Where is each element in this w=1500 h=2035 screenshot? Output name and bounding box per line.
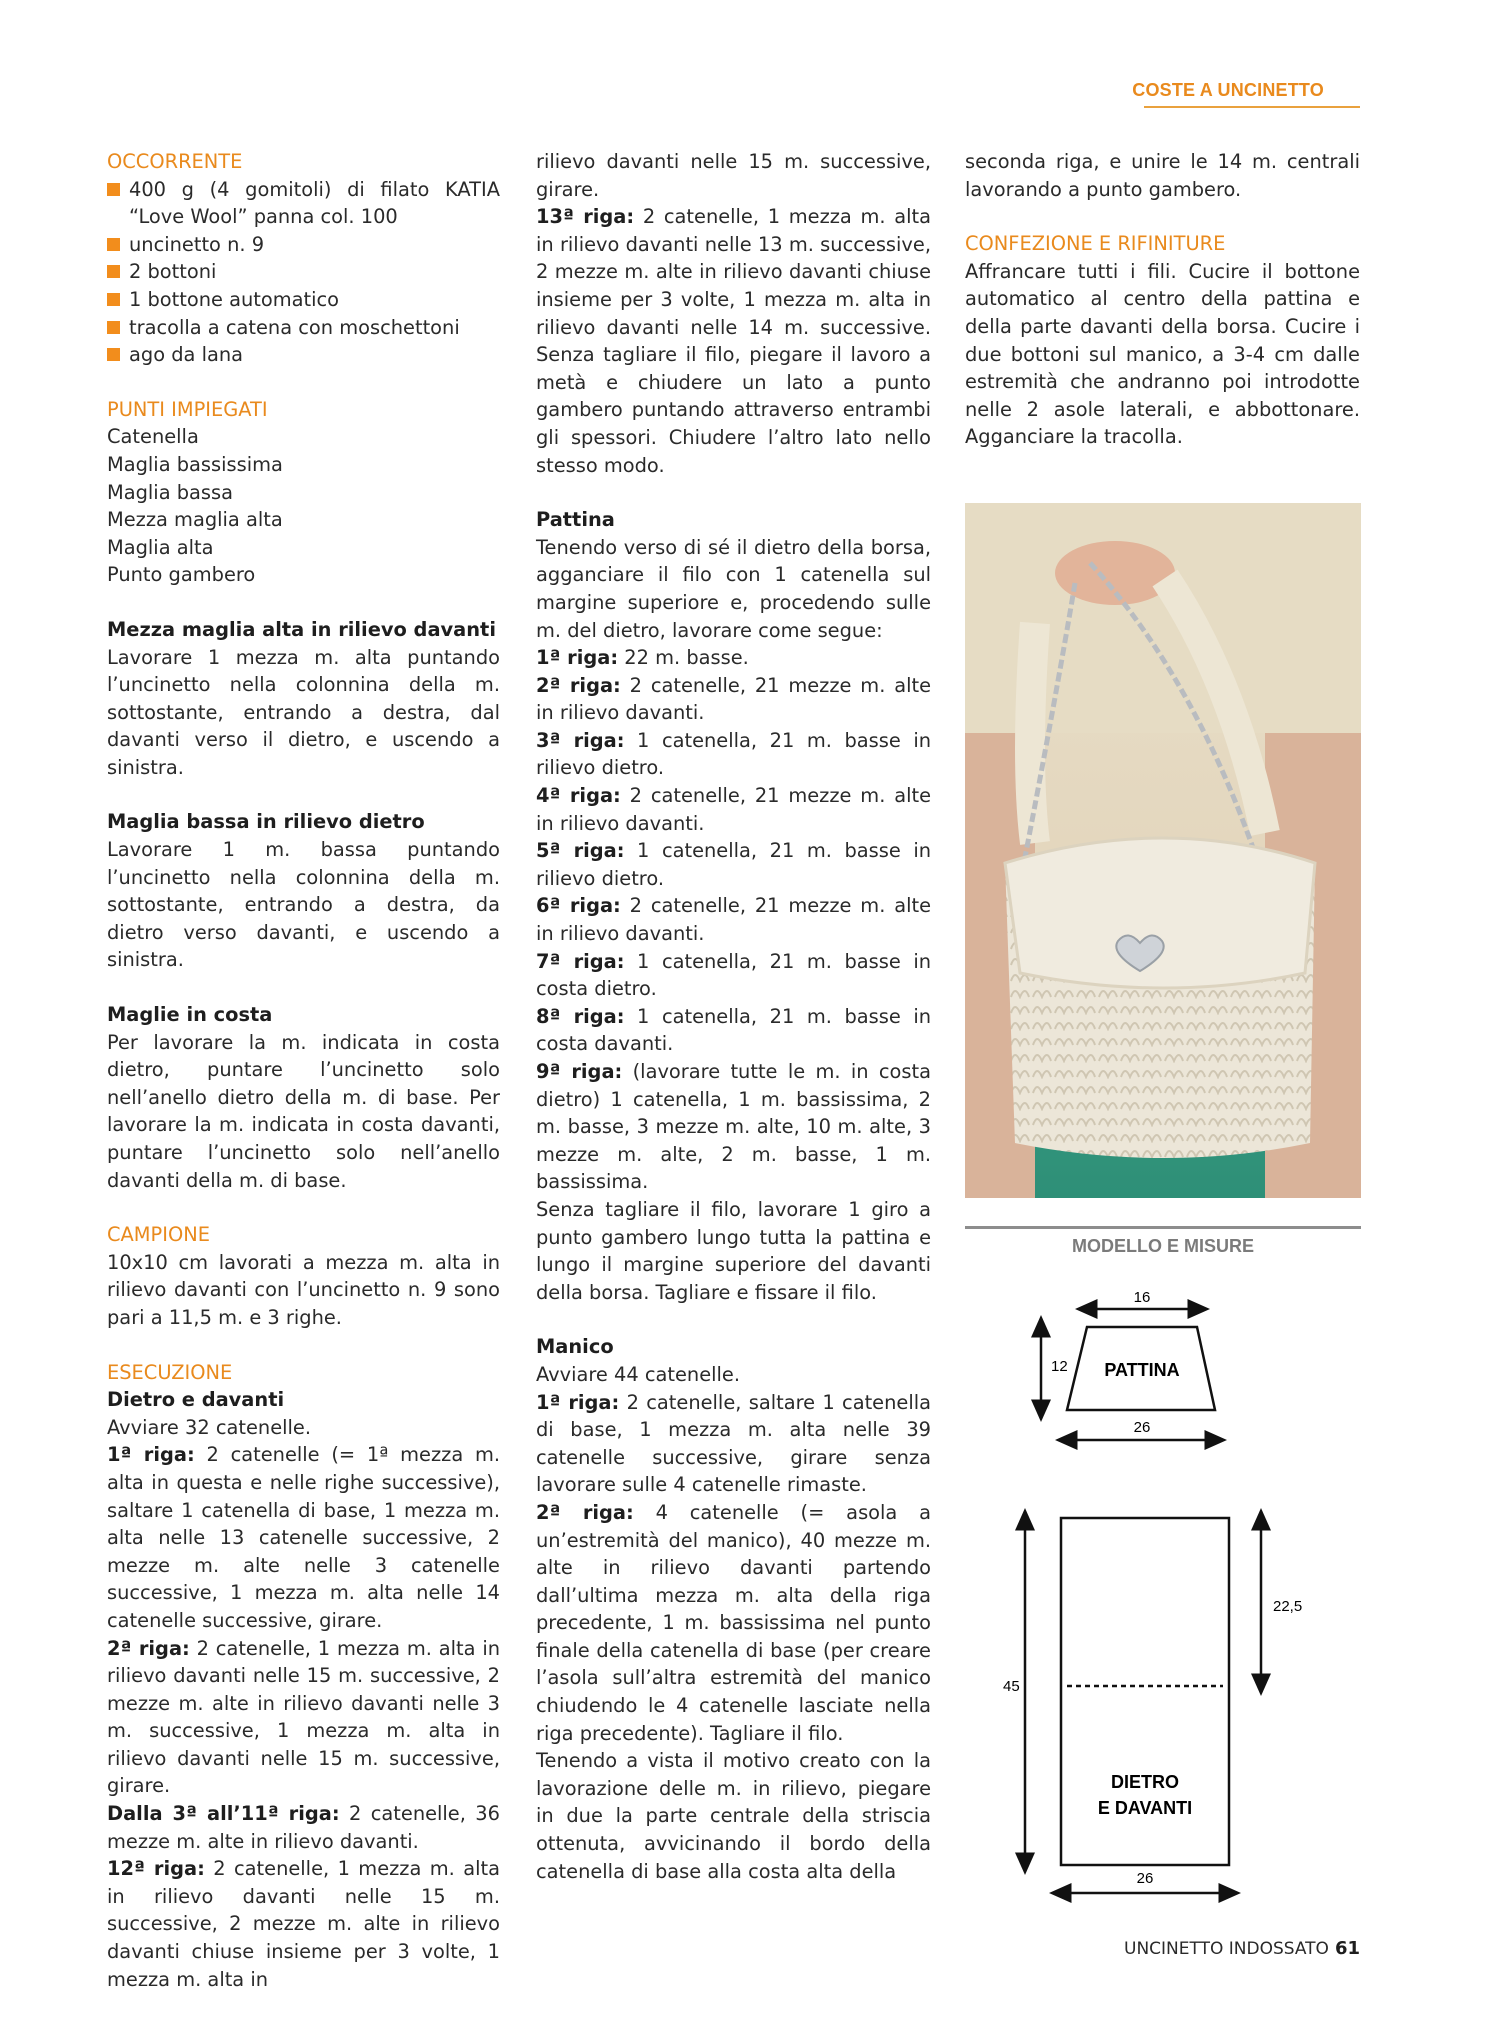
bag-illustration [965, 503, 1361, 1198]
pattina-label: PATTINA [1104, 1360, 1180, 1380]
paragraph: Avviare 32 catenelle. [107, 1415, 311, 1439]
list-item: tracolla a catena con moschettoni [107, 314, 500, 342]
paragraph: Lavorare 1 m. bassa puntando l’uncinetto nella colonnina della m. sottostante, entrando a destra, da dietro verso davanti, e uscendo a sinistra. [107, 838, 500, 972]
subheading: Mezza maglia alta in rilievo davanti [107, 617, 496, 641]
pattina-top-label: 16 [1133, 1289, 1151, 1306]
diagram-rule [965, 1226, 1361, 1229]
body-label-1: DIETRO [1110, 1772, 1180, 1792]
esecuzione-heading: ESECUZIONE [107, 1360, 233, 1384]
instruction-row: 5ª riga: 1 catenella, 21 m. basse in rilievo dietro. [536, 839, 931, 890]
list-item: 400 g (4 gomitoli) di filato KATIA “Love Wool” panna col. 100 [107, 176, 500, 231]
pattina-height-label: 12 [1051, 1358, 1068, 1375]
bullet-icon [107, 293, 120, 306]
instruction-row: 7ª riga: 1 catenella, 21 m. basse in costa dietro. [536, 949, 931, 1001]
paragraph: 10x10 cm lavorati a mezza m. alta in rilievo davanti con l’uncinetto n. 9 sono pari a 11,5 m. e 3 righe. [107, 1250, 500, 1329]
list-item: 2 bottoni [107, 258, 500, 286]
paragraph: Per lavorare la m. indicata in costa dietro, puntare l’uncinetto solo nell’anello dietro della m. di base. Per lavorare la m. indicata in costa davanti, puntare l’uncinetto solo nell’anello davanti della m. di base. [107, 1030, 500, 1192]
page-number: 61 [1334, 1938, 1360, 1959]
paragraph: seconda riga, e unire le 14 m. centrali lavorando a punto gambero. [965, 150, 1360, 201]
paragraph: Affrancare tutti i fili. Cucire il bottone automatico al centro della pattina e della parte davanti della borsa. Cucire i due bottoni sul manico, a 3-4 cm dalle estremità che andranno poi introdotte nelle 2 asole laterali, e abbottonare. Agganciare la tracolla. [965, 259, 1360, 449]
bullet-icon [107, 183, 120, 196]
bullet-icon [107, 238, 120, 251]
instruction-row: 1ª riga: 22 m. basse. [536, 646, 749, 670]
instruction-row: 1ª riga: 2 catenelle (= 1ª mezza m. alta in questa e nelle righe successive), saltare 1 catenella di base, 1 mezza m. alta nelle 13 catenelle successive, 2 mezze m. alte nelle 3 catenelle successive, 1 mezza m. alta nelle 14 catenelle successive, girare. [107, 1443, 501, 1632]
instruction-row: 8ª riga: 1 catenella, 21 m. basse in costa davanti. [536, 1004, 931, 1056]
list-item: uncinetto n. 9 [107, 231, 500, 259]
stitch-item: Maglia alta [107, 535, 214, 559]
stitch-item: Maglia bassissima [107, 452, 283, 476]
instruction-row: 2ª riga: 2 catenelle, 21 mezze m. alte in rilievo davanti. [536, 673, 931, 725]
column-3 [965, 148, 1360, 451]
header-rule [1144, 106, 1360, 108]
paragraph: Tenendo a vista il motivo creato con la lavorazione delle m. in rilievo, piegare in due la parte centrale della striscia ottenuta, avvicinando il bordo della catenella di base alla costa alta della [536, 1749, 931, 1883]
stitch-item: Maglia bassa [107, 480, 234, 504]
paragraph: Tenendo verso di sé il dietro della borsa, agganciare il filo con 1 catenella sul margine superiore e, procedendo sulle m. del dietro, lavorare come segue: [536, 535, 931, 642]
instruction-row: Dalla 3ª all’11ª riga: 2 catenelle, 36 mezze m. alte in rilievo davanti. [107, 1802, 500, 1853]
campione-heading: CAMPIONE [107, 1223, 210, 1247]
instruction-row: 2ª riga: 4 catenelle (= asola a un’estremità del manico), 40 mezze m. alte in rilievo davanti partendo dall’ultima mezza m. alta della riga precedente, 1 m. bassissima nel punto finale della catenella di base (per creare l’asola sull’altra estremità del manico chiudendo le 4 catenelle lasciate nella riga precedente). Tagliare il filo. [536, 1500, 932, 1745]
instruction-row: 13ª riga: 2 catenelle, 1 mezza m. alta in rilievo davanti nelle 13 m. successive, 2 mezze m. alte in rilievo davanti chiuse insieme per 3 volte, 1 mezza m. alta in rilievo davanti nelle 14 m. successive. Senza tagliare il filo, piegare il lavoro a metà e chiudere un lato a punto gambero puntando attraverso entrambi gli spessori. Chiudere l’altro lato nello stesso modo. [536, 205, 931, 477]
bullet-icon [107, 265, 120, 278]
stitch-item: Punto gambero [107, 563, 256, 587]
bullet-icon [107, 321, 120, 334]
body-label-2: E DAVANTI [1097, 1798, 1193, 1818]
section-title: COSTE A UNCINETTO [1132, 80, 1324, 100]
magazine-name: UNCINETTO INDOSSATO [1124, 1939, 1329, 1959]
materials-list [107, 176, 500, 369]
body-half-label: 22,5 [1273, 1598, 1303, 1615]
subheading: Dietro e davanti [107, 1388, 285, 1412]
body-height-label: 45 [1003, 1678, 1020, 1695]
instruction-row: 12ª riga: 2 catenelle, 1 mezza m. alta in rilievo davanti nelle 15 m. successive, 2 mezze m. alte in rilievo davanti chiuse insieme per 3 volte, 1 mezza m. alta in [107, 1857, 500, 1991]
paragraph: Lavorare 1 mezza m. alta puntando l’uncinetto nella colonnina della m. sottostante, entrando a destra, dal davanti verso il dietro, e uscendo a sinistra. [107, 645, 500, 779]
body-width-label: 26 [1136, 1870, 1154, 1887]
measurement-diagram [1005, 1275, 1335, 1915]
bullet-icon [107, 348, 120, 361]
subheading: Maglia bassa in rilievo dietro [107, 810, 425, 834]
confezione-heading: CONFEZIONE E RIFINITURE [965, 232, 1226, 256]
column-2 [536, 148, 931, 1885]
punti-heading: PUNTI IMPIEGATI [107, 397, 268, 421]
subheading: Maglie in costa [107, 1003, 273, 1027]
paragraph: Avviare 44 catenelle. [536, 1362, 740, 1386]
list-item: 1 bottone automatico [107, 286, 500, 314]
pattina-bottom-label: 26 [1133, 1419, 1151, 1436]
instruction-row: 6ª riga: 2 catenelle, 21 mezze m. alte in rilievo davanti. [536, 894, 931, 946]
instruction-row: 2ª riga: 2 catenelle, 1 mezza m. alta in rilievo davanti nelle 15 m. successive, 2 mezze m. alte in rilievo davanti nelle 3 m. successive, 1 mezza m. alta in rilievo davanti nelle 15 m. successive, girare. [107, 1636, 500, 1798]
instruction-row: 3ª riga: 1 catenella, 21 m. basse in rilievo dietro. [536, 728, 931, 780]
instruction-row: 1ª riga: 2 catenelle, saltare 1 catenella di base, 1 mezza m. alta nelle 39 catenelle successive, girare senza lavorare sulle 4 catenelle rimaste. [536, 1390, 931, 1497]
paragraph: Senza tagliare il filo, lavorare 1 giro a punto gambero lungo tutta la pattina e lungo il margine superiore del davanti della borsa. Tagliare e fissare il filo. [536, 1197, 931, 1304]
subheading: Pattina [536, 508, 615, 532]
paragraph: rilievo davanti nelle 15 m. successive, girare. [536, 150, 931, 201]
instruction-row: 4ª riga: 2 catenelle, 21 mezze m. alte in rilievo davanti. [536, 784, 931, 835]
column-1 [107, 148, 500, 1993]
stitch-item: Mezza maglia alta [107, 508, 283, 532]
list-item: ago da lana [107, 341, 500, 369]
occorrente-heading: OCCORRENTE [107, 150, 243, 173]
stitch-item: Catenella [107, 425, 199, 449]
instruction-row: 9ª riga: (lavorare tutte le m. in costa dietro) 1 catenella, 1 m. bassissima, 2 m. basse, 3 mezze m. alte, 10 m. alte, 3 mezze m. alte, 2 m. basse, 1 m. bassissima. [536, 1060, 931, 1194]
section-header [1132, 80, 1360, 108]
bag-photo [965, 503, 1361, 1198]
page-footer [1040, 1938, 1360, 1959]
diagram-title: MODELLO E MISURE [1071, 1236, 1254, 1256]
subheading: Manico [536, 1335, 614, 1359]
